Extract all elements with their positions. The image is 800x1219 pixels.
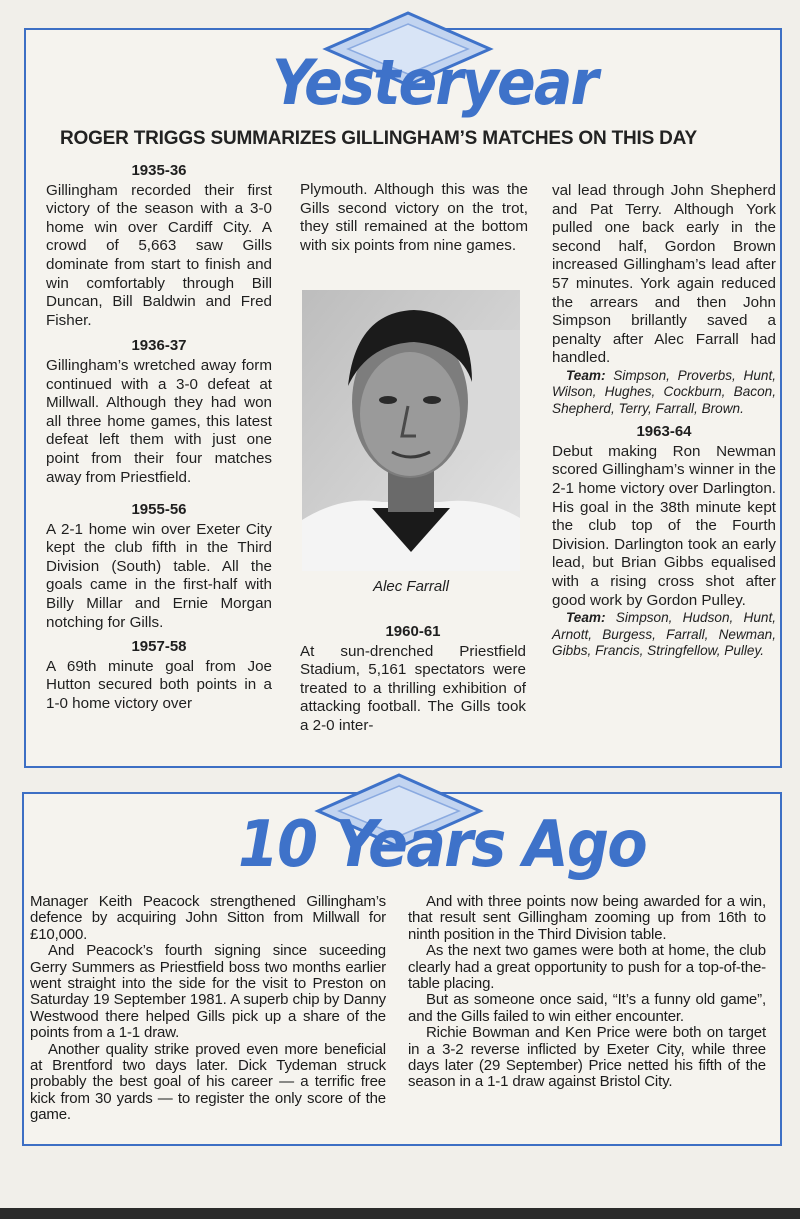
player-photo (302, 290, 520, 571)
season-heading: 1935-36 (131, 162, 187, 179)
article-paragraph: But as someone once said, “It’s a funny old game”, and the Gills failed to win either encounter. (408, 991, 766, 1025)
season-heading: 1955-56 (131, 501, 187, 519)
article-paragraph: Manager Keith Peacock strengthened Gillingham’s defence by acquiring John Sitton from Millwall for £10,000. (30, 893, 386, 943)
ten-years-column-2 (408, 894, 766, 1091)
team-lineup (552, 368, 776, 417)
article-paragraph: Another quality strike proved even more beneficial at Brentford two days later. Dick Tydeman struck probably the best goal of his career — a terrific free kick from 30 yards — to register the only score of the game. (30, 1040, 386, 1124)
section-subhead: ROGER TRIGGS SUMMARIZES GILLINGHAM’S MATCHES ON THIS DAY (60, 128, 697, 149)
photo-caption: Alec Farrall (373, 578, 449, 595)
season-heading: 1963-64 (636, 423, 692, 441)
season-text: A 69th minute goal from Joe Hutton secured both points in a 1-0 home victory over (46, 657, 272, 713)
team-list: Simpson, Proverbs, Hunt, Wilson, Hughes, Cockburn, Bacon, Shepherd, Terry, Farrall, Brown. (552, 367, 777, 416)
article-paragraph: And Peacock’s fourth signing since suceeding Gerry Summers as Priestfield boss two months earlier went straight into the side for the visit to Preston on Saturday 19 September 1981. A superb chip by Danny Westwood there helped Gills pick up a share of the points from a 1-1 draw. (30, 942, 386, 1042)
team-list: Simpson, Hudson, Hunt, Arnott, Burgess, Farrall, Newman, Gibbs, Francis, Stringfellow, Pulley. (552, 610, 777, 658)
team-label: Team: (566, 610, 606, 626)
article-paragraph: Richie Bowman and Ken Price were both on target in a 3-2 reverse inflicted by Exeter City, while three days later (29 September) Price netted his fifth of the season in a 1-1 draw against Bristol City. (408, 1024, 766, 1091)
season-text: Gillingham recorded their first victory of the season with a 3-0 home win over Cardiff City. A crowd of 5,663 saw Gills dominate from start to finish and win comfortably through Bill Duncan, Bill Baldwin and Fred Fisher. (46, 181, 272, 329)
column-2 (300, 181, 528, 255)
article-paragraph: As the next two games were both at home, the club clearly had a great opportunity to push for a top-of-the-table placing. (408, 942, 766, 993)
season-heading: 1957-58 (131, 638, 187, 656)
article-paragraph: And with three points now being awarded for a win, that result sent Gillingham zooming up from 16th to ninth position in the Third Division table. (408, 893, 766, 943)
page-bottom-edge (0, 1208, 800, 1219)
column-3 (552, 182, 776, 659)
masthead-yesteryear: Yesteryear (272, 46, 597, 119)
season-text: Gillingham’s wretched away form continued with a 3-0 defeat at Millwall. Although they had won all three home games, this latest defeat left them with just one point from their four matches away from Priestfield. (46, 356, 272, 486)
ten-years-column-1 (30, 894, 386, 1124)
season-text-continued: val lead through John Shepherd and Pat Terry. Although York pulled one back early in the second half, Gordon Brown increased Gillingham’s lead after 57 minutes. York again reduced the arrears and then John Simpson brillantly saved a penalty after Alec Farrall had handled. (552, 182, 776, 367)
team-label: Team: (566, 367, 606, 383)
season-text-continued: Plymouth. Although this was the Gills second victory on the trot, they still remained at the bottom with six points from nine games. (300, 181, 528, 254)
season-text: Debut making Ron Newman scored Gillingham’s winner in the 2-1 home victory over Darlington. His goal in the 38th minute kept the club top of the Fourth Division. Darlington took an early lead, but Brian Gibbs equalised with a rising cross shot after good work by Gordon Pulley. (552, 442, 776, 609)
masthead-ten-years-ago: 10 Years Ago (238, 808, 646, 882)
season-heading: 1960-61 (385, 623, 441, 640)
player-portrait-image (302, 290, 520, 571)
season-text: A 2-1 home win over Exeter City kept the club fifth in the Third Division (South) table. All the goals came in the first-half with Billy Millar and Ernie Morgan notching for Gills. (46, 520, 272, 631)
column-2-lower (300, 620, 526, 736)
season-text: At sun-drenched Priestfield Stadium, 5,161 spectators were treated to a thrilling exhibition of attacking football. The Gills took a 2-0 inter- (300, 642, 526, 734)
season-heading: 1936-37 (131, 337, 187, 355)
team-lineup (552, 610, 776, 659)
column-1 (46, 159, 272, 714)
